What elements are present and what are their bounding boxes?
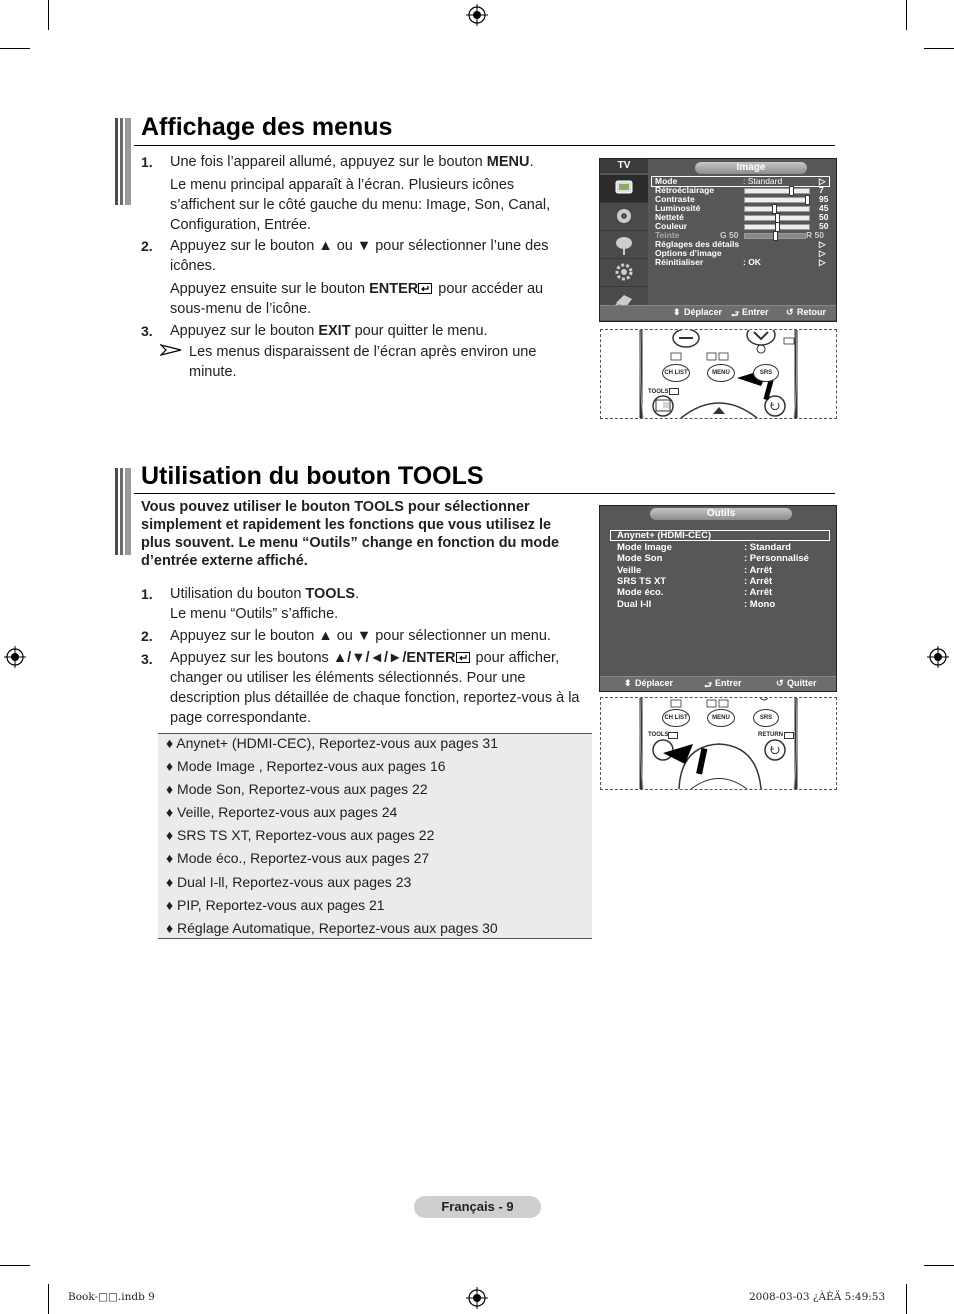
section-title: Affichage des menus	[141, 113, 393, 141]
crop-mark	[0, 48, 30, 49]
osd-row-number: 50	[819, 212, 829, 222]
step-text: Le menu principal apparaît à l’écran. Plusieurs icônes s’affichent sur le côté gauche du menu: Image, Son, Canal, Configuration, Entrée.	[170, 177, 551, 233]
osd-row-arrow: ▷	[819, 239, 826, 249]
updown-icon: ⬍	[673, 307, 681, 317]
osd-row-number: 45	[819, 203, 829, 213]
intro-text: Vous pouvez utiliser le bouton TOOLS pour sélectionner simplement et rapidement les fonctions que vous utilisez le plus souvent. Le menu “Outils” change en fonction du mode d’entrée externe affiché.	[141, 499, 560, 569]
osd-row-label[interactable]: Dual I-II	[617, 599, 652, 610]
osd-row-label: Netteté	[655, 212, 684, 222]
osd-row-value: : Arrêt	[744, 576, 773, 587]
step-number: 1.	[141, 154, 153, 170]
crop-mark	[48, 0, 49, 30]
osd-row-number: 95	[819, 194, 829, 204]
osd-row-label: Mode	[655, 176, 678, 186]
osd-row-label: Rétroéclairage	[655, 185, 715, 195]
note-arrow-icon	[160, 344, 182, 356]
section-rule	[134, 493, 835, 494]
osd-row-value: : Arrêt	[744, 565, 773, 576]
step-text: Utilisation du bouton TOOLS.	[170, 586, 360, 602]
osd-title: Image	[695, 162, 807, 174]
step-text: Appuyez sur le bouton ▲ ou ▼ pour sélectionner l’une des icônes.	[170, 238, 549, 274]
backlight-slider[interactable]	[744, 188, 810, 194]
crop-mark	[48, 1284, 49, 1314]
registration-mark-icon	[4, 646, 26, 668]
section-marker	[115, 468, 131, 555]
footer-enter: Entrer	[715, 678, 742, 688]
footer-move: Déplacer	[684, 307, 723, 317]
step-number: 3.	[141, 651, 153, 667]
osd-row-value: : Standard	[743, 176, 783, 186]
list-item: ♦ Anynet+ (HDMI-CEC), Reportez-vous aux pages 31	[166, 735, 499, 751]
tools-label: TOOLS	[648, 732, 669, 738]
footer-move: Déplacer	[635, 678, 674, 688]
osd-row-arrow: ▷	[819, 248, 826, 258]
tools-label-icon	[669, 388, 679, 395]
reference-list	[158, 733, 592, 939]
ch-list-button[interactable]: CH LIST	[662, 364, 690, 382]
osd-row-value: : Personnalisé	[744, 553, 809, 564]
srs-button[interactable]: SRS	[753, 364, 779, 382]
enter-icon: ⮐	[731, 309, 740, 319]
osd-row-number: 7	[819, 185, 824, 195]
section-marker	[115, 118, 131, 205]
enter-icon	[456, 652, 470, 663]
crop-mark	[906, 1284, 907, 1314]
osd-row-label[interactable]: Mode Son	[617, 553, 663, 564]
crop-mark	[924, 48, 954, 49]
note-text: Les menus disparaissent de l’écran après environ une minute.	[189, 344, 537, 380]
osd-row-value: : Mono	[744, 599, 776, 610]
step-number: 1.	[141, 586, 153, 602]
osd-row-label[interactable]: Mode éco.	[617, 587, 664, 598]
osd-row-label: Réglages des détails	[655, 239, 740, 249]
osd-row-arrow: ▷	[819, 257, 826, 267]
osd-row-value: : Arrêt	[744, 587, 773, 598]
step-number: 3.	[141, 323, 153, 339]
enter-icon	[418, 283, 432, 294]
step-text: Appuyez sur le bouton EXIT pour quitter le menu.	[170, 323, 488, 339]
footer-back: Quitter	[787, 678, 817, 688]
ch-list-button[interactable]: CH LIST	[662, 709, 690, 727]
osd-footer	[600, 305, 836, 320]
sound-icon[interactable]	[600, 203, 648, 231]
footer-back: Retour	[797, 307, 826, 317]
picture-icon[interactable]	[600, 175, 648, 203]
step-text: Appuyez ensuite sur le bouton ENTER pour accéder au sous-menu de l’icône.	[170, 281, 544, 317]
osd-row-label[interactable]: Anynet+ (HDMI-CEC)	[617, 530, 712, 541]
osd-row-arrow: ▷	[819, 176, 826, 186]
enter-icon: ⮐	[704, 680, 713, 690]
osd-row-label: Luminosité	[655, 203, 701, 213]
return-label: RETURN	[758, 732, 783, 738]
tools-label: TOOLS	[648, 389, 669, 395]
osd-row-label: Teinte	[655, 230, 680, 240]
osd-tools-menu	[599, 505, 837, 692]
step-text: Le menu “Outils” s’affiche.	[170, 606, 339, 622]
step-number: 2.	[141, 238, 153, 254]
step-text: Appuyez sur les boutons ▲/▼/◄/►/ENTER pour afficher, changer ou utiliser les éléments sélectionnés. Pour une description plus détaillée de chaque fonction, reportez-vous à la page correspondante.	[170, 650, 580, 726]
osd-footer	[600, 676, 836, 691]
step-text: Appuyez sur le bouton ▲ ou ▼ pour sélectionner un menu.	[170, 628, 551, 644]
registration-mark-icon	[466, 4, 488, 26]
section-rule	[134, 145, 835, 146]
list-item: ♦ SRS TS XT, Reportez-vous aux pages 22	[166, 827, 435, 843]
osd-image-menu	[599, 158, 837, 322]
crop-mark	[0, 1265, 30, 1266]
list-item: ♦ Mode Image , Reportez-vous aux pages 16	[166, 758, 446, 774]
osd-row-label: Contraste	[655, 194, 695, 204]
step-text: Une fois l’appareil allumé, appuyez sur le bouton MENU.	[170, 154, 534, 170]
tint-green: G 50	[720, 230, 739, 240]
footer-enter: Entrer	[742, 307, 769, 317]
menu-button[interactable]: MENU	[707, 364, 735, 382]
osd-tv-label: TV	[600, 159, 648, 173]
print-slug-left: Book-□□.indb 9	[68, 1291, 155, 1303]
list-item: ♦ Réglage Automatique, Reportez-vous aux pages 30	[166, 920, 498, 936]
osd-row-value: : OK	[743, 257, 761, 267]
setup-icon[interactable]	[600, 259, 648, 287]
osd-row-label: Options d’image	[655, 248, 722, 258]
print-slug-right: 2008-03-03 ¿ÀÈÄ 5:49:53	[749, 1291, 886, 1303]
return-label-icon	[784, 732, 794, 739]
registration-mark-icon	[927, 646, 949, 668]
osd-row-value: : Standard	[744, 542, 791, 553]
osd-row-label[interactable]: Mode Image	[617, 542, 672, 553]
section-title: Utilisation du bouton TOOLS	[141, 462, 484, 490]
sharpness-slider[interactable]	[744, 215, 810, 221]
osd-row-label[interactable]: SRS TS XT	[617, 576, 667, 587]
brightness-slider[interactable]	[744, 206, 810, 212]
updown-icon: ⬍	[624, 678, 632, 688]
color-slider[interactable]	[744, 224, 810, 230]
return-icon: ↺	[776, 678, 784, 688]
page-number-badge: Français - 9	[414, 1196, 541, 1218]
tools-label-icon	[668, 732, 678, 739]
tint-red: R 50	[806, 230, 824, 240]
osd-row-number: 50	[819, 221, 829, 231]
list-item: ♦ Veille, Reportez-vous aux pages 24	[166, 804, 398, 820]
return-icon: ↺	[786, 307, 794, 317]
list-item: ♦ Mode Son, Reportez-vous aux pages 22	[166, 781, 428, 797]
menu-button[interactable]: MENU	[707, 709, 735, 727]
srs-button[interactable]: SRS	[753, 709, 779, 727]
tint-slider[interactable]	[744, 233, 806, 239]
osd-row-label[interactable]: Veille	[617, 565, 642, 576]
list-item: ♦ Dual I-ll, Reportez-vous aux pages 23	[166, 874, 412, 890]
osd-row-label: Réinitialiser	[655, 257, 704, 267]
osd-title: Outils	[650, 508, 792, 520]
channel-icon[interactable]	[600, 231, 648, 259]
contrast-slider[interactable]	[744, 197, 810, 203]
remote-illustration	[600, 697, 837, 790]
remote-illustration	[600, 329, 837, 419]
registration-mark-icon	[466, 1287, 488, 1309]
osd-row-label: Couleur	[655, 221, 688, 231]
list-item: ♦ Mode éco., Reportez-vous aux pages 27	[166, 850, 430, 866]
crop-mark	[924, 1265, 954, 1266]
step-number: 2.	[141, 628, 153, 644]
crop-mark	[906, 0, 907, 30]
list-item: ♦ PIP, Reportez-vous aux pages 21	[166, 897, 385, 913]
